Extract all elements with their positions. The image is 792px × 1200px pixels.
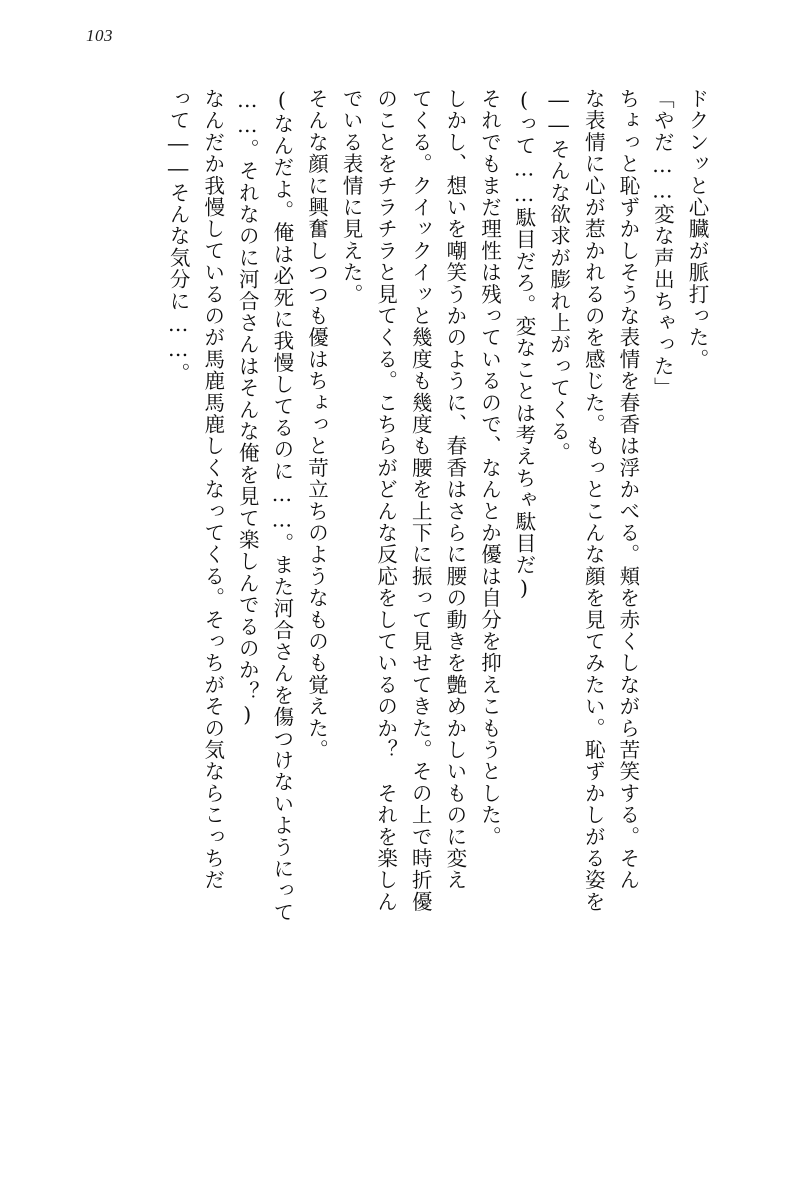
text-line: てくる。クイックイッと幾度も幾度も腰を上下に振って見せてきた。その上で時折優 bbox=[408, 88, 433, 913]
body-text-vertical bbox=[78, 88, 714, 1158]
text-line: それでもまだ理性は残っているので、なんとか優は自分を抑えこもうとした。 bbox=[477, 88, 502, 848]
text-line: そんな顔に興奮しつつも優はちょっと苛立ちのようなものも覚えた。 bbox=[304, 88, 329, 761]
text-line: 「やだ……変な声出ちゃった」 bbox=[650, 88, 675, 399]
page-number: 103 bbox=[86, 26, 113, 45]
text-line: (なんだよ。俺は必死に我慢してるのに……。また河合さんを傷つけないようにって bbox=[269, 88, 294, 924]
text-line: ドクンッと心臓が脈打った。 bbox=[685, 88, 709, 371]
text-line: でいる表情に見えた。 bbox=[339, 88, 364, 305]
text-line: な表情に心が惹かれるのを感じた。もっとこんな顔を見てみたい。恥ずかしがる姿を bbox=[581, 88, 606, 913]
text-line: ――そんな欲求が膨れ上がってくる。 bbox=[546, 88, 571, 464]
text-line: ……。それなのに河合さんはそんな俺を見て楽しんでるのか？) bbox=[235, 88, 260, 728]
text-line: ちょっと恥ずかしそうな表情を春香は浮かべる。頬を赤くしながら苦笑する。そん bbox=[615, 88, 640, 891]
text-line: のことをチラチラと見てくる。こちらがどんな反応をしているのか？ それを楽しん bbox=[373, 88, 398, 913]
text-line: って――そんな気分に……。 bbox=[166, 88, 191, 385]
text-line: (って……駄目だろ。変なことは考えちゃ駄目だ) bbox=[512, 88, 537, 602]
text-line: しかし、想いを嘲笑うかのように、春香はさらに腰の動きを艶めかしいものに変え bbox=[442, 88, 467, 891]
text-line: なんだか我慢しているのが馬鹿馬鹿しくなってくる。そっちがその気ならこっちだ bbox=[200, 88, 225, 891]
